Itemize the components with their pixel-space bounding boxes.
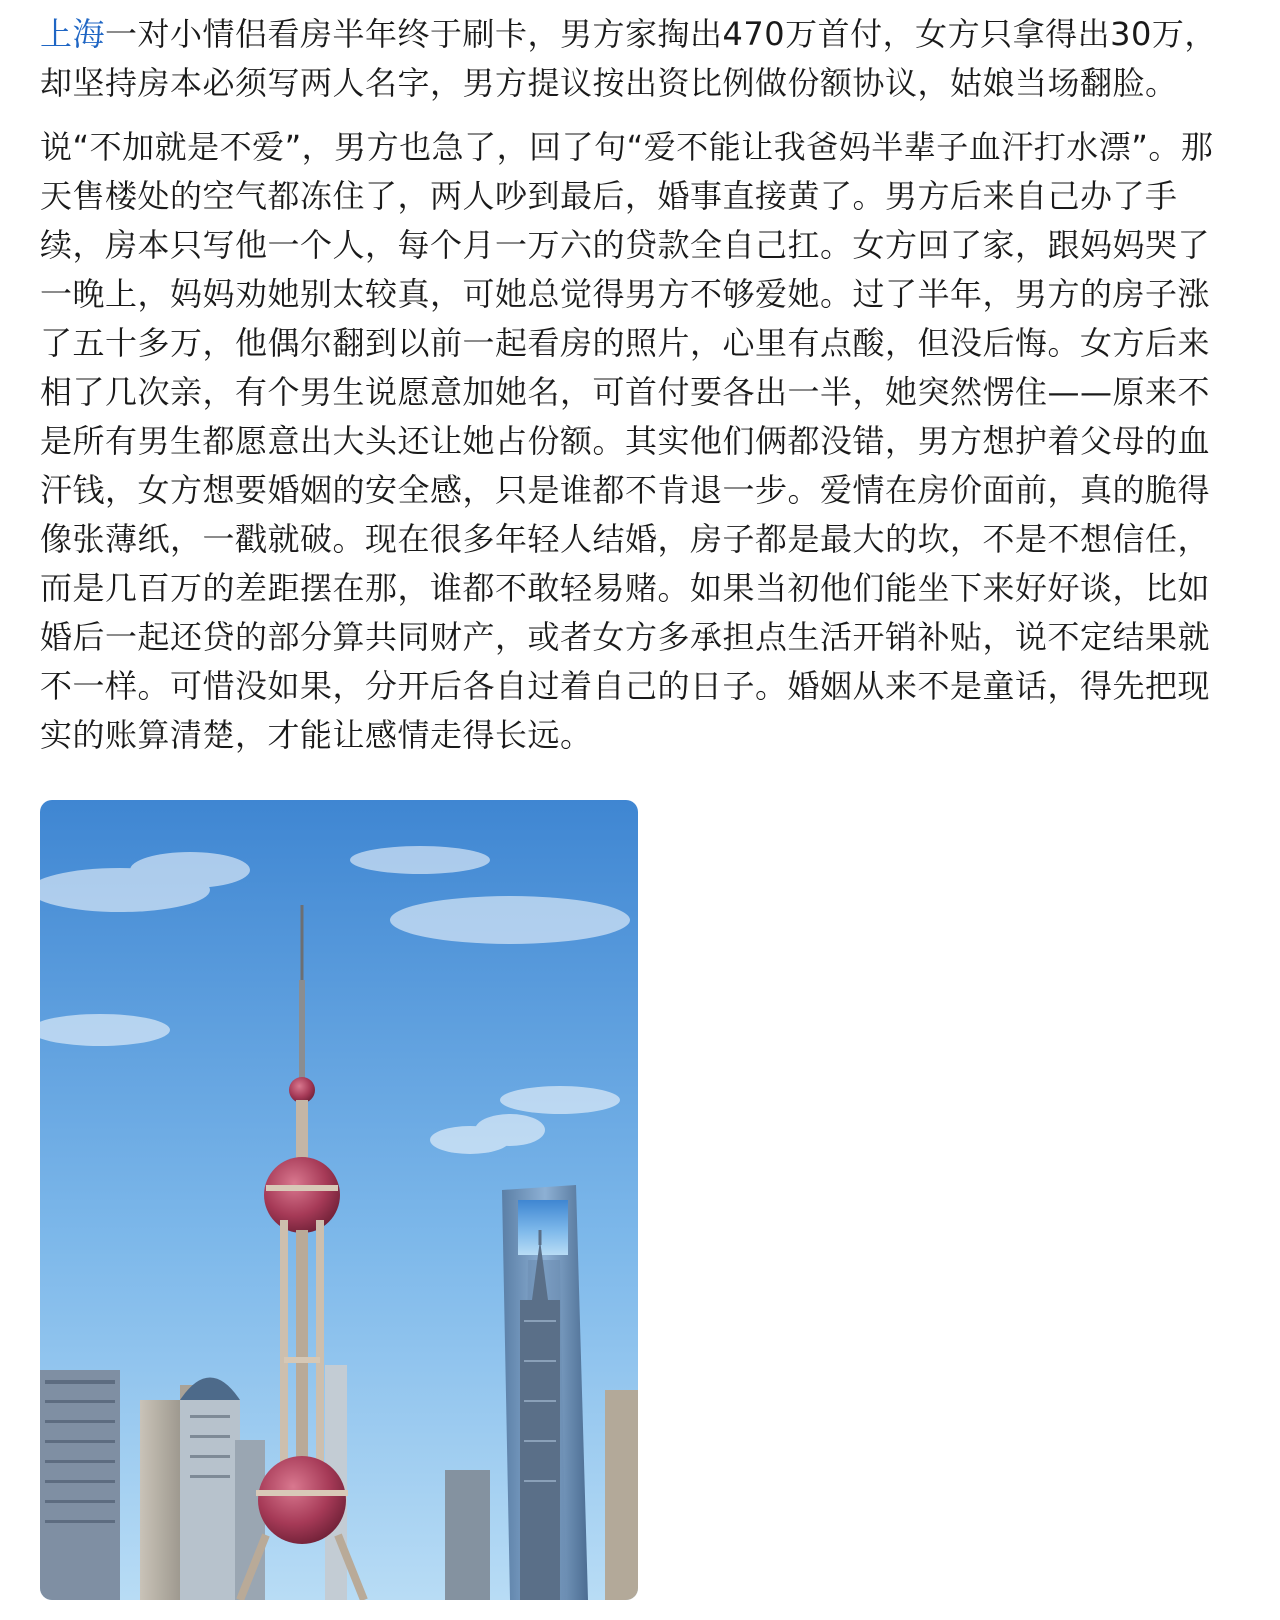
skyline-illustration <box>40 800 638 1600</box>
post-body <box>40 10 1226 760</box>
paragraph-1-text: 一对小情侣看房半年终于刷卡，男方家掏出470万首付，女方只拿得出30万，却坚持房本必须写两人名字，男方提议按出资比例做份额协议，姑娘当场翻脸。 <box>40 15 1217 102</box>
post-image-shanghai-skyline[interactable] <box>40 800 638 1600</box>
topic-link-shanghai[interactable]: 上海 <box>40 15 106 53</box>
post-paragraph-1 <box>40 10 1226 108</box>
post-paragraph-2: 说“不加就是不爱”，男方也急了，回了句“爱不能让我爸妈半辈子血汗打水漂”。那天售楼处的空气都冻住了，两人吵到最后，婚事直接黄了。男方后来自己办了手续，房本只写他一个人，每个月一万六的贷款全自己扛。女方回了家，跟妈妈哭了一晚上，妈妈劝她别太较真，可她总觉得男方不够爱她。过了半年，男方的房子涨了五十多万，他偶尔翻到以前一起看房的照片，心里有点酸，但没后悔。女方后来相了几次亲，有个男生说愿意加她名，可首付要各出一半，她突然愣住——原来不是所有男生都愿意出大头还让她占份额。其实他们俩都没错，男方想护着父母的血汗钱，女方想要婚姻的安全感，只是谁都不肯退一步。爱情在房价面前，真的脆得像张薄纸，一戳就破。现在很多年轻人结婚，房子都是最大的坎，不是不想信任，而是几百万的差距摆在那，谁都不敢轻易赌。如果当初他们能坐下来好好谈，比如婚后一起还贷的部分算共同财产，或者女方多承担点生活开销补贴，说不定结果就不一样。可惜没如果，分开后各自过着自己的日子。婚姻从来不是童话，得先把现实的账算清楚，才能让感情走得长远。 <box>40 128 1214 754</box>
right-edge-building <box>605 1390 638 1600</box>
